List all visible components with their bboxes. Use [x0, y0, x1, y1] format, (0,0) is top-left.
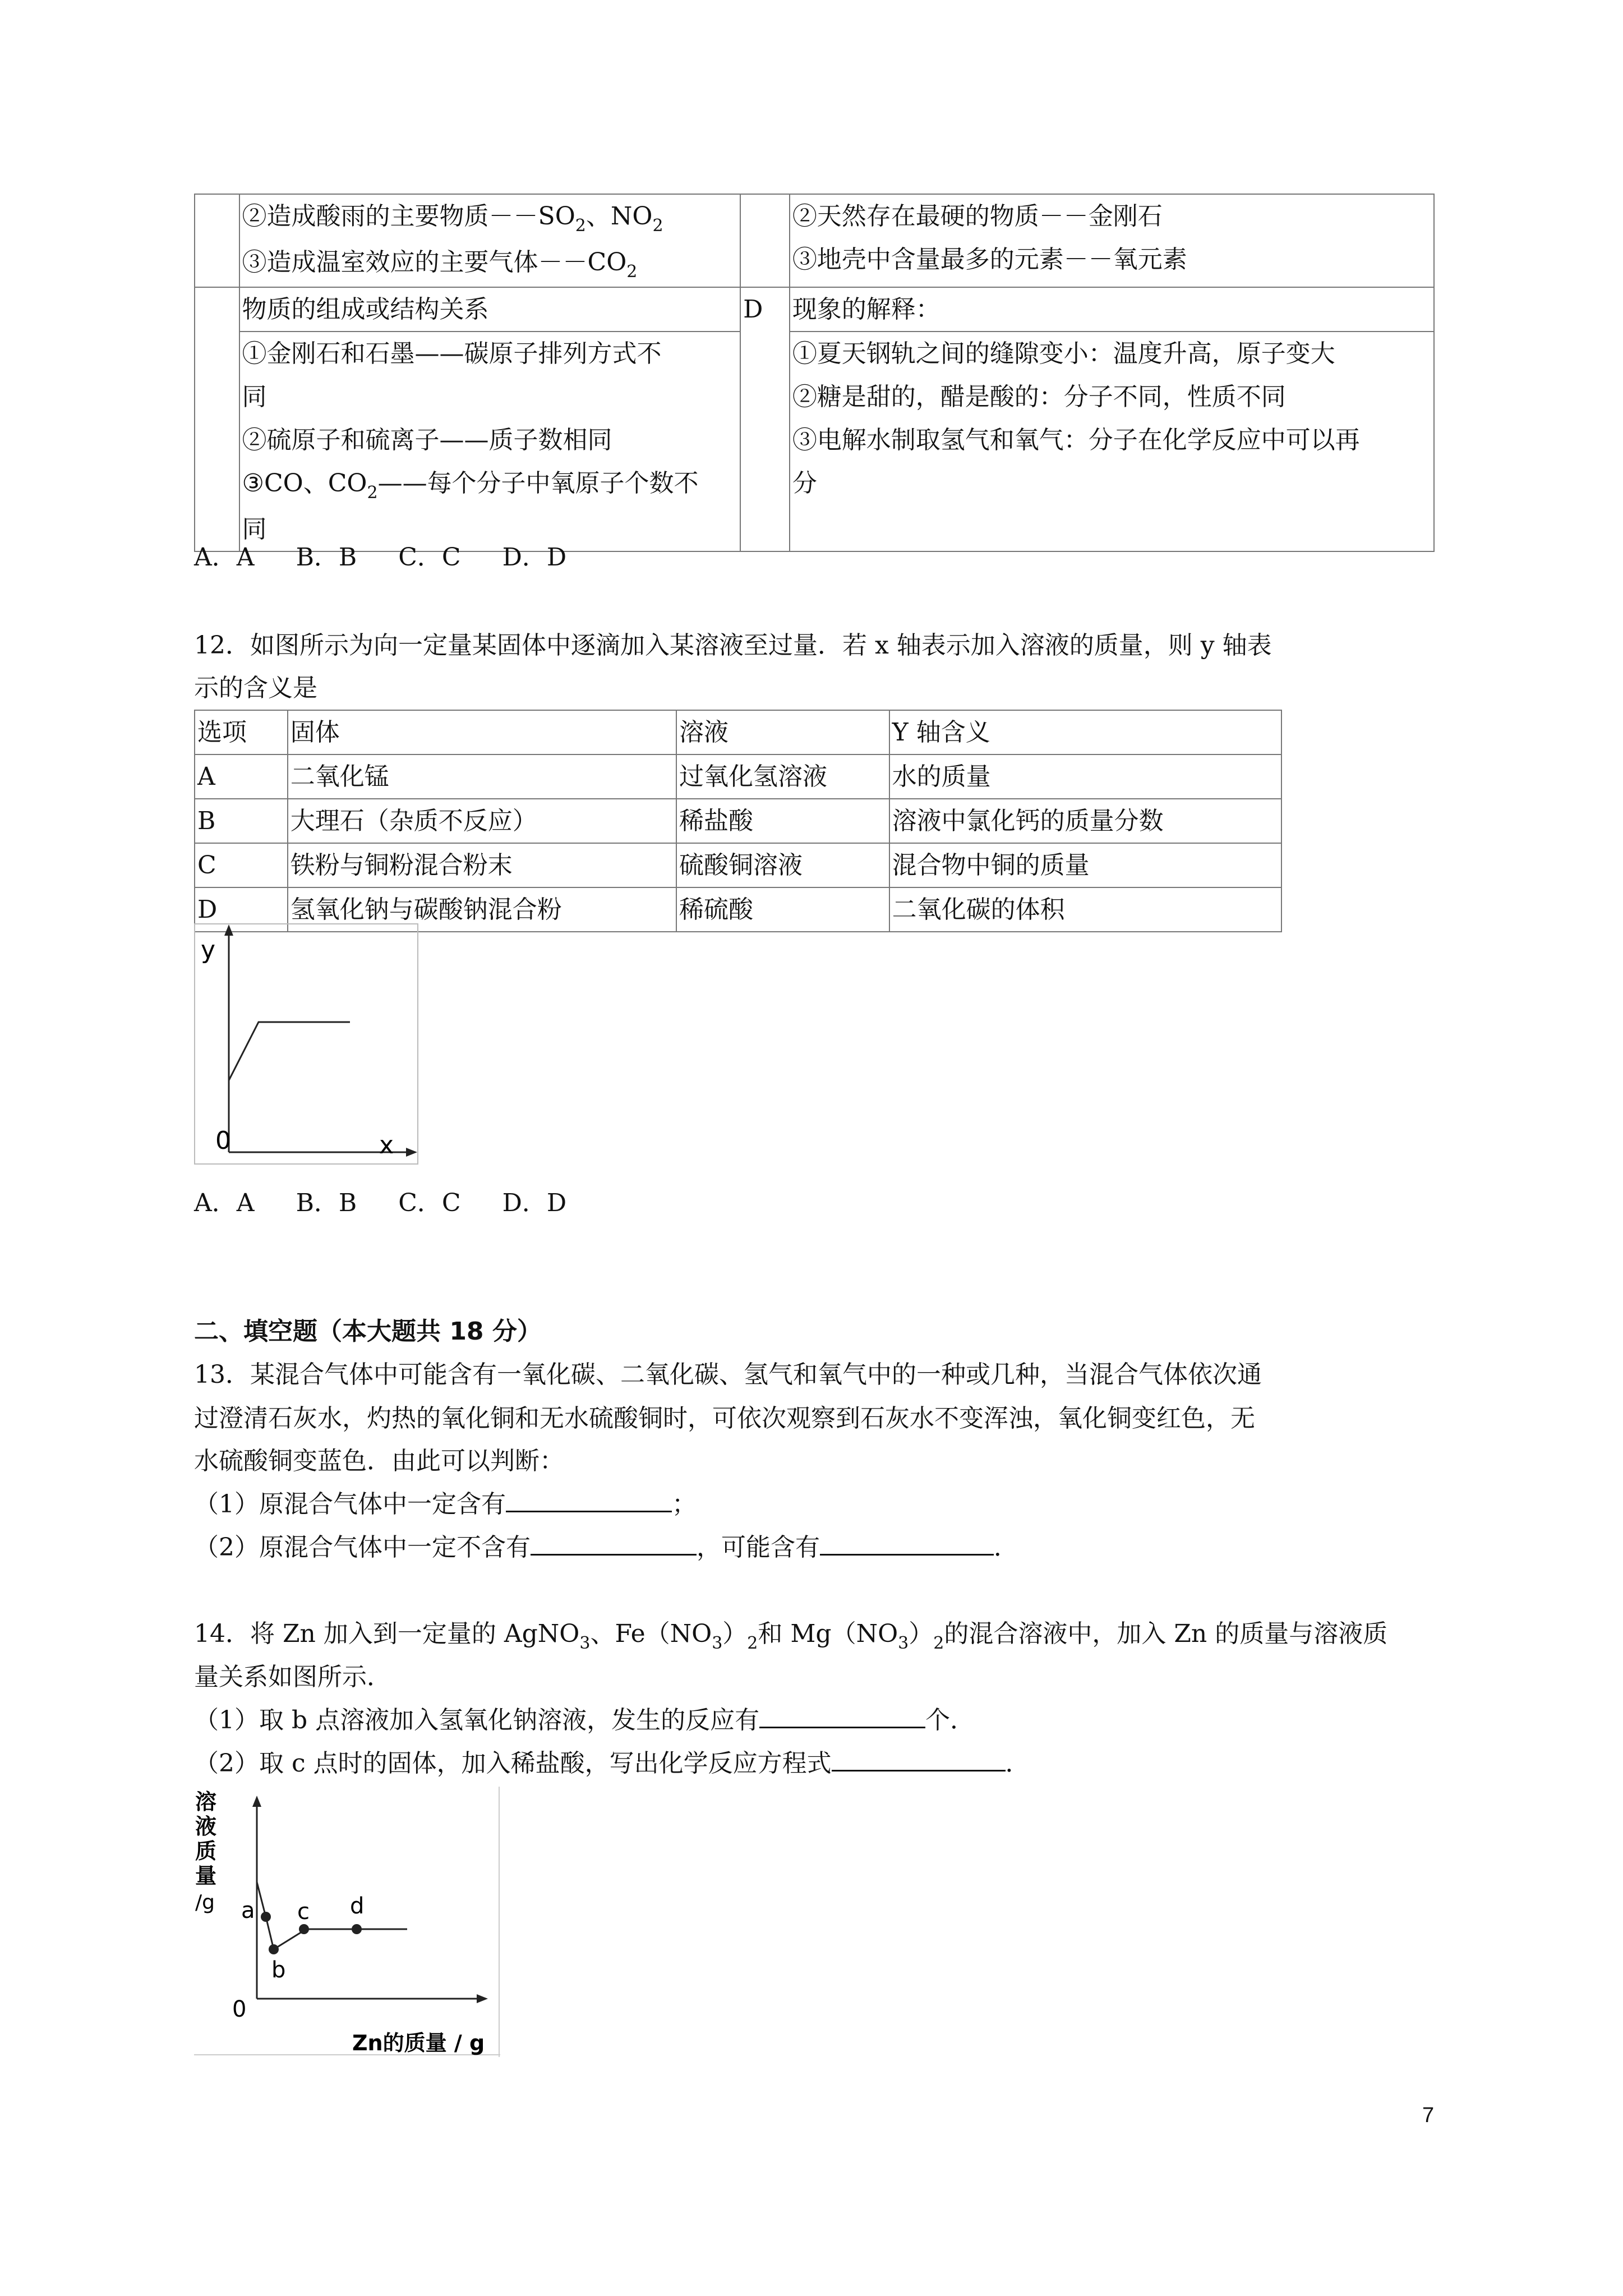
x-axis-arrow-icon [477, 1994, 488, 2003]
q13-blank-2[interactable] [531, 1528, 697, 1556]
point-a-marker [261, 1912, 271, 1922]
q13-part1: （1）原混合气体中一定含有 ； [194, 1483, 697, 1526]
q11-cell-facts [790, 194, 1434, 287]
q14-part2: （2）取 c 点时的固体，加入稀盐酸，写出化学反应方程式 ． [194, 1742, 1030, 1785]
q12-answer-options [194, 1181, 600, 1225]
origin-label: 0 [232, 1996, 247, 2022]
q14-part1: （1）取 b 点溶液加入氢氧化钠溶液，发生的反应有 个． [194, 1699, 975, 1742]
q12-option-b[interactable]: B．B [296, 1189, 357, 1217]
point-b-label: b [271, 1957, 286, 1983]
q11-row-ab [195, 194, 1434, 287]
y-axis-label: y [201, 936, 216, 964]
q11-options-table [194, 194, 1435, 552]
q12-option-d[interactable]: D．D [502, 1189, 567, 1217]
q13-part2: （2）原混合气体中一定不含有 ，可能含有 ． [194, 1526, 1018, 1569]
origin-label: 0 [215, 1126, 231, 1155]
table-row: B 大理石（杂质不反应） 稀盐酸 溶液中氯化钙的质量分数 [195, 799, 1281, 843]
q12-option-a[interactable]: A．A [194, 1189, 255, 1217]
q14-blank-2[interactable] [832, 1744, 1006, 1772]
q13-blank-1[interactable] [506, 1485, 672, 1512]
crust-element-text: ③地壳中含量最多的元素－－氧元素 [792, 245, 1187, 274]
point-c-marker [299, 1924, 309, 1934]
q13-line1: 13．某混合气体中可能含有一氧化碳、二氧化碳、氢气和氧气中的一种或几种，当混合气体依次通 [194, 1360, 1262, 1389]
q13-line3: 水硫酸铜变蓝色．由此可以判断： [194, 1447, 564, 1475]
page-number: 7 [1422, 2104, 1435, 2127]
q14-graph [194, 1787, 500, 2057]
header-y-meaning: Y 轴含义 [889, 710, 1281, 754]
q12-option-c[interactable]: C．C [398, 1189, 461, 1217]
acid-rain-text: ②造成酸雨的主要物质－－SO [242, 202, 575, 231]
point-a-label: a [241, 1898, 255, 1924]
table-row: A 二氧化锰 过氧化氢溶液 水的质量 [195, 754, 1281, 799]
q11-cell-structure: 物质的组成或结构关系 ①金刚石和石墨——碳原子排列方式不 同 ②硫原子和硫离子——质子数相同 ③CO、$CO_2——$每个分子中氧原子个数不 同 [239, 287, 741, 551]
q12-table-header [195, 710, 1281, 754]
header-solid: 固体 [288, 710, 676, 754]
q12-options-table [194, 710, 1282, 932]
q14-line1: 14．将 Zn 加入到一定量的 AgNO$_3$、$Fe(NO_3)_2$和 $Mg(NO_3)_2$的混合溶液中，加入 Zn 的质量与溶液质 [194, 1619, 1388, 1653]
q11-cell-explanation: 现象的解释： ①夏天钢轨之间的缝隙变小：温度升高，原子变大 ②糖是甜的，醋是酸的：分子不同，性质不同 ③电解水制取氢气和氧气：分子在化学反应中可以再 分 [790, 287, 1434, 551]
point-b-marker [269, 1944, 279, 1954]
point-c-label: c [297, 1899, 310, 1925]
q11-cell-blank [195, 194, 239, 287]
q11-cell-blank-2 [740, 194, 790, 287]
q14-curve [257, 1882, 407, 1949]
q11-option-a[interactable]: A．A [194, 543, 255, 572]
q11-option-d[interactable]: D．D [502, 543, 567, 572]
y-unit-label: /g [195, 1891, 215, 1914]
point-d-marker [352, 1924, 362, 1934]
table-row: C 铁粉与铜粉混合粉末 硫酸铜溶液 混合物中铜的质量 [195, 843, 1281, 887]
q11-answer-options [194, 536, 600, 579]
header-option: 选项 [195, 710, 288, 754]
explanation-title: 现象的解释： [790, 288, 1433, 332]
hardest-substance-text: ②天然存在最硬的物质－－金刚石 [792, 202, 1163, 231]
q11-cell-env: ②造成酸雨的主要物质$--SO_2$、$NO_2$ ③造成温室效应的主要气体$--CO_2$ [239, 194, 741, 287]
y-label-char-3: 质 [195, 1839, 217, 1864]
q11-option-b[interactable]: B．B [296, 543, 357, 572]
y-label-char-4: 量 [195, 1864, 217, 1888]
structure-title: 物质的组成或结构关系 [240, 288, 740, 332]
x-axis-label: Zn的质量 / g [352, 2031, 485, 2055]
x-axis-arrow-icon [406, 1148, 417, 1157]
y-label-char-2: 液 [195, 1814, 217, 1839]
q14-line2: 量关系如图所示． [194, 1663, 391, 1691]
q12-stem-line2: 示的含义是 [194, 674, 317, 702]
x-axis-label: x [379, 1131, 394, 1159]
q14-blank-1[interactable] [759, 1701, 925, 1728]
q11-label-c [195, 287, 239, 551]
q13-blank-3[interactable] [820, 1528, 994, 1556]
table-row: D 氢氧化钠与碳酸钠混合粉 稀硫酸 二氧化碳的体积 [195, 887, 1281, 932]
q11-label-d: D [740, 287, 790, 551]
point-d-label: d [350, 1893, 365, 1919]
y-label-char-1: 溶 [195, 1789, 217, 1814]
y-axis-arrow-icon [252, 1796, 261, 1807]
q11-row-cd [195, 287, 1434, 551]
header-solution: 溶液 [676, 710, 889, 754]
q13-line2: 过澄清石灰水，灼热的氧化铜和无水硫酸铜时，可依次观察到石灰水不变浑浊，氧化铜变红色，无 [194, 1404, 1255, 1433]
y-axis-arrow-icon [224, 924, 233, 936]
q12-graph [194, 923, 418, 1165]
q11-option-c[interactable]: C．C [398, 543, 461, 572]
q12-stem-line1: 12．如图所示为向一定量某固体中逐滴加入某溶液至过量．若 x 轴表示加入溶液的质量，则 y 轴表 [194, 631, 1272, 660]
section-title: 二、填空题（本大题共 18 分） [194, 1317, 542, 1346]
q12-curve [229, 1022, 350, 1080]
greenhouse-text: ③造成温室效应的主要气体－－CO [242, 248, 627, 277]
